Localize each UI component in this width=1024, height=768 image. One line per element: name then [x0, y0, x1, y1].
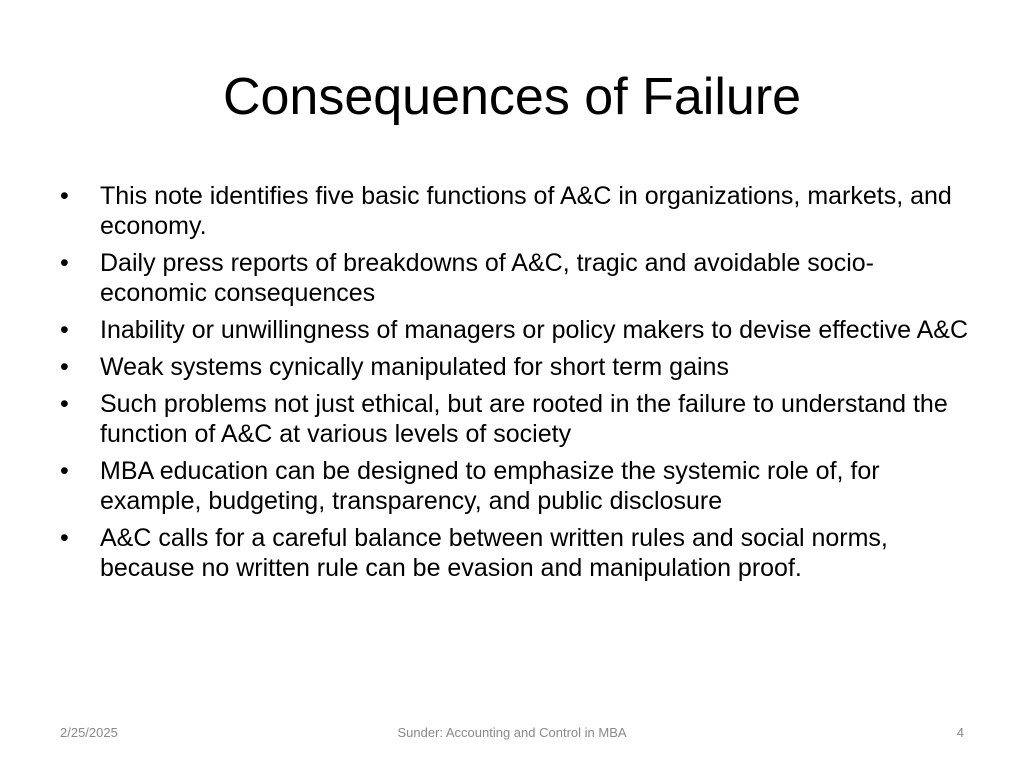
footer-title: Sunder: Accounting and Control in MBA [397, 725, 627, 740]
bullet-icon: • [60, 316, 69, 344]
bullet-text: A&C calls for a careful balance between written rules and social norms, because no written rule can be evasion and manipulation proof. [100, 524, 888, 582]
bullet-item [58, 352, 968, 382]
slide-title: Consequences of Failure [222, 68, 802, 126]
bullet-icon: • [60, 457, 69, 485]
bullet-item [58, 248, 968, 308]
page-number: 4 [956, 725, 964, 740]
bullet-text: MBA education can be designed to emphasize the systemic role of, for example, budgeting, transparency, and public disclosure [100, 457, 880, 515]
bullet-text: Such problems not just ethical, but are rooted in the failure to understand the function of A&C at various levels of society [100, 390, 948, 448]
bullet-icon: • [60, 249, 69, 277]
footer-date: 2/25/2025 [60, 725, 118, 740]
bullet-text: Weak systems cynically manipulated for short term gains [100, 353, 729, 381]
bullet-text: Daily press reports of breakdowns of A&C, tragic and avoidable socio-economic consequences [100, 249, 874, 307]
bullet-icon: • [60, 390, 69, 418]
bullet-item [58, 181, 968, 241]
bullet-item [58, 523, 968, 583]
bullet-item [58, 315, 968, 345]
bullet-text: This note identifies five basic functions of A&C in organizations, markets, and economy. [100, 182, 952, 240]
bullet-icon: • [60, 524, 69, 552]
bullet-item [58, 389, 968, 449]
bullet-icon: • [60, 353, 69, 381]
bullet-text: Inability or unwillingness of managers or policy makers to devise effective A&C [100, 316, 969, 344]
bullet-item [58, 456, 968, 516]
bullet-list [58, 181, 968, 590]
bullet-icon: • [60, 182, 69, 210]
